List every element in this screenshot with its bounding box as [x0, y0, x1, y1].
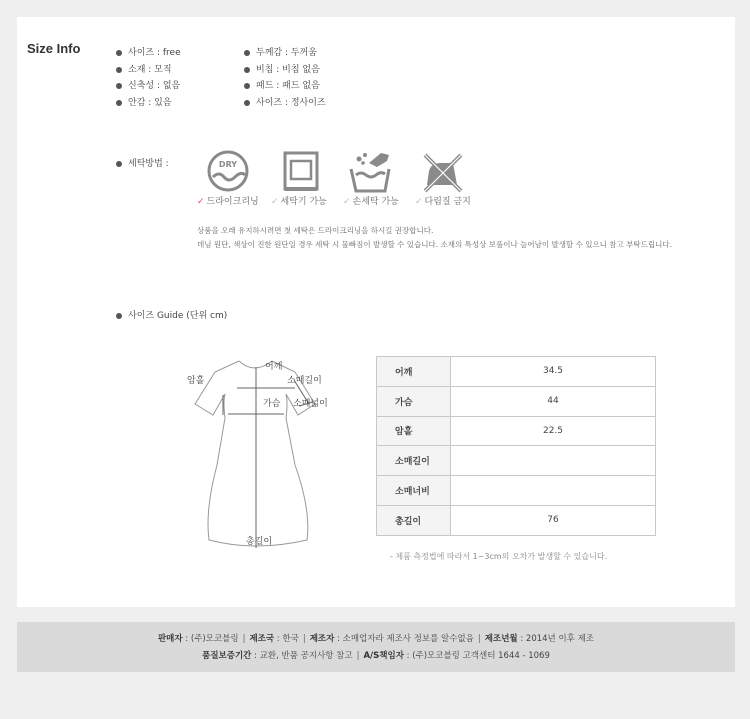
section-title: Size Info	[27, 41, 81, 56]
table-key: 가슴	[377, 386, 451, 416]
size-info-card	[17, 17, 735, 607]
table-row	[377, 505, 656, 535]
table-value: 76	[451, 505, 656, 535]
footer-line-2: 품질보증기간 : 교환, 반품 공지사항 참고 | A/S책임자 : (주)모코블링 고객센터 1644 - 1069	[202, 651, 550, 661]
measurement-disclaimer: - 제품 측정법에 따라서 1~3cm의 오차가 발생할 수 있습니다.	[390, 552, 608, 561]
washing-machine-icon	[277, 149, 323, 195]
spec-item: 두께감 : 두꺼움	[244, 47, 326, 64]
spec-item: 사이즈 : 정사이즈	[244, 97, 326, 114]
care-item-no-iron: ✓ 다림질 금지	[415, 197, 471, 207]
spec-item: 패드 : 패드 없음	[244, 80, 326, 97]
dress-diagram	[177, 342, 357, 557]
svg-text:DRY: DRY	[218, 160, 238, 169]
spec-list-left	[116, 47, 181, 113]
check-icon: ✓	[271, 197, 279, 207]
table-value	[451, 446, 656, 476]
table-key: 소매길이	[377, 446, 451, 476]
size-table	[376, 356, 656, 536]
spec-item: 비침 : 비침 없음	[244, 64, 326, 81]
spec-item: 안감 : 있음	[116, 97, 181, 114]
spec-item: 소재 : 모직	[116, 64, 181, 81]
table-row	[377, 357, 656, 387]
care-label: 세탁방법 :	[116, 158, 169, 170]
no-iron-icon	[419, 149, 465, 195]
diagram-label-shoulder: 어깨	[265, 362, 283, 372]
table-value: 34.5	[451, 357, 656, 387]
table-value	[451, 476, 656, 506]
table-key: 암홀	[377, 416, 451, 446]
table-key: 총길이	[377, 505, 451, 535]
dry-clean-icon	[205, 149, 251, 195]
table-key: 소매너비	[377, 476, 451, 506]
care-item-washing-machine: ✓ 세탁기 가능	[271, 197, 327, 207]
table-value: 22.5	[451, 416, 656, 446]
table-value: 44	[451, 386, 656, 416]
table-row	[377, 386, 656, 416]
care-note: 상품을 오래 유지하시려면 첫 세탁은 드라이크리닝을 하시길 권장합니다.	[197, 226, 434, 235]
spec-item: 사이즈 : free	[116, 47, 181, 64]
check-icon: ✓	[343, 197, 351, 207]
care-item-dry-clean: ✓ 드라이크리닝	[197, 197, 259, 207]
check-icon: ✓	[197, 197, 205, 207]
spec-list-right	[244, 47, 326, 113]
diagram-label-sleeve-width: 소매넓이	[293, 399, 328, 409]
diagram-label-chest: 가슴	[263, 399, 281, 409]
diagram-label-total-length: 총길이	[246, 537, 273, 547]
footer-info	[17, 622, 735, 672]
care-note: 데님 원단, 색상이 진한 원단일 경우 세탁 시 물빠짐이 발생할 수 있습니다. 소재의 특성상 보풀이나 늘어남이 발생할 수 있으니 참고 부탁드립니다.	[197, 240, 673, 249]
diagram-label-armhole: 암홀	[187, 376, 205, 386]
table-row	[377, 416, 656, 446]
size-guide-label: 사이즈 Guide (단위 cm)	[116, 310, 227, 322]
diagram-label-sleeve-length: 소매길이	[287, 376, 322, 386]
table-key: 어깨	[377, 357, 451, 387]
footer-line-1: 판매자 : (주)모코블링 | 제조국 : 한국 | 제조자 : 소매업자라 제조사 정보를 알수없음 | 제조년월 : 2014년 이후 제조	[157, 634, 595, 644]
table-row	[377, 476, 656, 506]
hand-wash-icon	[347, 149, 393, 195]
care-item-hand-wash: ✓ 손세탁 가능	[343, 197, 399, 207]
table-row	[377, 446, 656, 476]
check-icon: ✓	[415, 197, 423, 207]
spec-item: 신축성 : 없음	[116, 80, 181, 97]
